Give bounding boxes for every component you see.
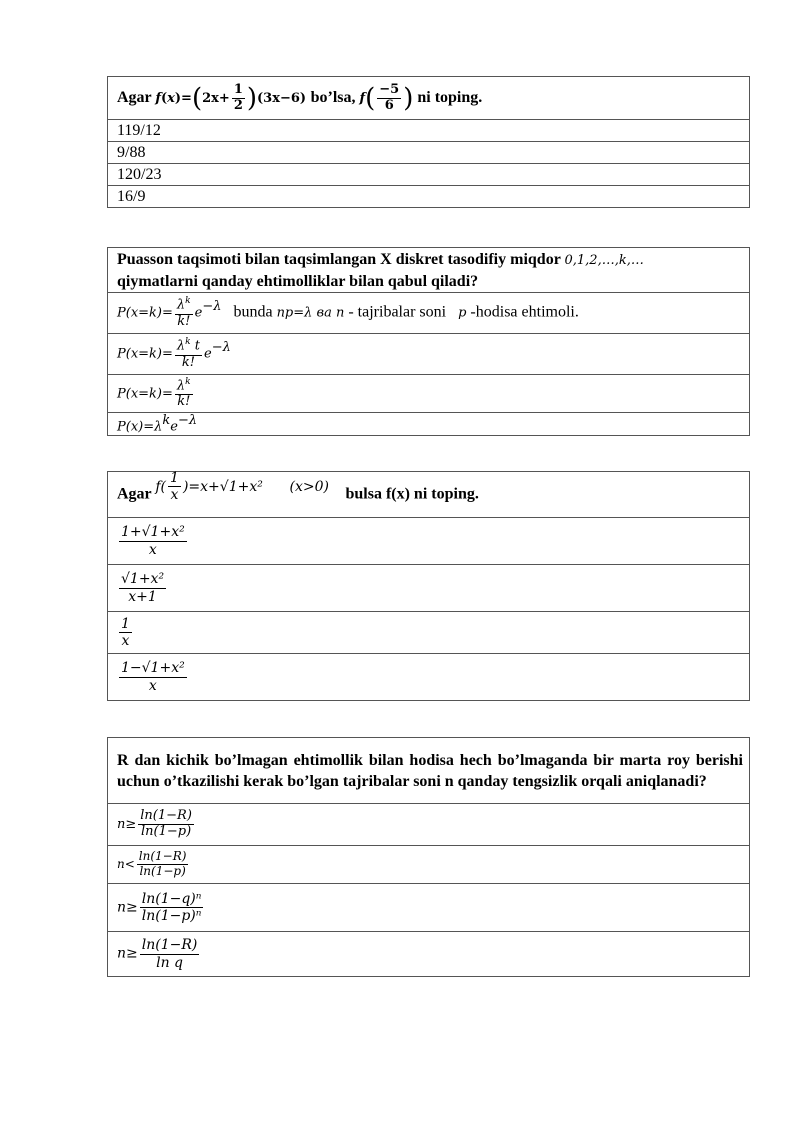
answer-num: 1+√1+x² xyxy=(121,524,185,541)
sup-k: k xyxy=(185,296,191,307)
answer-num: ln(1−R) xyxy=(138,849,187,864)
answer-lhs: P(x)=λ xyxy=(117,419,163,435)
formula-num: 1 xyxy=(170,469,179,486)
question-3-text xyxy=(108,469,750,518)
func-name: f xyxy=(155,90,161,106)
answer-den: x xyxy=(148,677,157,694)
answer-option xyxy=(108,413,750,436)
question-prefix: Agar xyxy=(117,485,152,503)
lambda: λ xyxy=(176,378,186,394)
question-2-text xyxy=(108,248,750,293)
question-prefix: Agar xyxy=(117,88,152,106)
answer-text: -hodisa ehtimoli. xyxy=(470,303,579,321)
value-list: 0,1,2,…,k,… xyxy=(564,252,644,268)
question-3-formula xyxy=(155,469,333,503)
answer-num: √1+x² xyxy=(121,571,165,588)
answer-den: ln q xyxy=(156,954,183,971)
term2: 3x−6 xyxy=(263,90,300,106)
answer-den: x xyxy=(121,633,130,649)
k-factorial: k! xyxy=(181,354,195,370)
question-2-table xyxy=(107,247,750,436)
k-factorial: k! xyxy=(177,394,191,410)
sup-k: k xyxy=(185,376,191,387)
answer-den: x+1 xyxy=(128,588,157,605)
answer-lhs: n≥ xyxy=(117,817,137,833)
exp-e: e xyxy=(203,346,212,362)
answer-option: 9/88 xyxy=(108,142,750,164)
answer-option xyxy=(108,334,750,375)
answer-den: ln(1−p)ⁿ xyxy=(141,908,202,924)
answer-lhs: n≥ xyxy=(117,899,138,916)
question-suffix: bulsa f(x) ni toping. xyxy=(345,485,479,503)
lambda: λ xyxy=(176,338,186,354)
formula-rhs: )=x+√1+x² xyxy=(182,478,263,495)
answer-option xyxy=(108,293,750,334)
question-4-text: R dan kichik bo’lmagan ehtimollik bilan hodisa hech bo’lmaganda bir marta roy berishi uchun o’tkazilishi kerak bo’lgan tajribalar soni n qanday tengsizlik orqali aniqlanadi? xyxy=(108,738,750,804)
answer-num: ln(1−R) xyxy=(140,808,192,824)
exp-sup: −λ xyxy=(211,340,231,356)
value-func: f xyxy=(359,90,366,106)
question-1-table xyxy=(107,76,750,208)
answer-text: - tajribalar soni xyxy=(348,303,447,321)
answer-option xyxy=(108,565,750,612)
p-var: p xyxy=(458,305,467,321)
answer-option xyxy=(108,932,750,977)
answer-den: ln(1−p) xyxy=(141,824,192,839)
question-1-formula: f(x)=(2x+ $\frac{1}{2}$ )(3x−6) xyxy=(155,81,311,113)
answer-option xyxy=(108,884,750,932)
question-suffix: ni toping. xyxy=(417,88,483,106)
lambda: λ xyxy=(176,297,186,313)
sup-k: k xyxy=(162,413,171,428)
answer-text: bunda xyxy=(233,303,273,321)
answer-option xyxy=(108,654,750,701)
question-mid: bo’lsa, xyxy=(310,88,356,106)
answer-num: 1−√1+x² xyxy=(121,660,185,677)
answer-lhs: n< xyxy=(117,857,135,872)
answer-lhs: P(x=k)= xyxy=(117,346,173,362)
term1-num: 1 xyxy=(233,81,243,97)
answer-option xyxy=(108,518,750,565)
answer-num: 1 xyxy=(121,615,130,632)
answer-den: ln(1−p) xyxy=(139,864,186,878)
condition: (x>0) xyxy=(289,478,330,495)
answer-option: 120/23 xyxy=(108,164,750,186)
eq-sign: = xyxy=(181,90,192,106)
answer-option: 119/12 xyxy=(108,120,750,142)
answer-option xyxy=(108,846,750,884)
answer-num: ln(1−q)ⁿ xyxy=(141,890,202,907)
value-den: 6 xyxy=(384,97,394,113)
func-arg: x xyxy=(167,90,175,106)
condition: np=λ ва n xyxy=(276,305,345,321)
answer-num: ln(1−R) xyxy=(141,937,198,954)
exp-e: e xyxy=(170,419,178,435)
answer-option xyxy=(108,375,750,413)
exp-e: e xyxy=(194,305,203,321)
question-3-table xyxy=(107,471,750,701)
question-1-text: Agar f(x)=(2x+ $\frac{1}{2}$ )(3x−6) bo’lsa, f( $\frac{-5}{6}$ ) ni toping. xyxy=(108,77,750,120)
sup-k: k xyxy=(185,337,191,348)
formula-den: x xyxy=(170,487,179,503)
question-text-line2: qiymatlarni qanday ehtimolliklar bilan qabul qiladi? xyxy=(117,272,479,290)
exp-sup: −λ xyxy=(177,413,198,428)
formula-lhs: f( xyxy=(155,478,167,495)
exp-sup: −λ xyxy=(202,299,222,315)
answer-lhs: P(x=k)= xyxy=(117,305,173,321)
term1: 2x+ xyxy=(202,90,230,106)
answer-lhs: n≥ xyxy=(117,945,138,962)
question-4-table xyxy=(107,737,750,977)
term1-den: 2 xyxy=(233,97,243,113)
answer-option xyxy=(108,612,750,654)
k-factorial: k! xyxy=(177,313,191,329)
answer-option: 16/9 xyxy=(108,186,750,208)
answer-lhs: P(x=k)= xyxy=(117,386,173,402)
t-var: t xyxy=(194,338,200,354)
question-text-line1: Puasson taqsimoti bilan taqsimlangan X diskret tasodifiy miqdor xyxy=(117,250,561,268)
value-num: −5 xyxy=(379,81,400,97)
answer-den: x xyxy=(148,541,157,558)
answer-option xyxy=(108,804,750,846)
